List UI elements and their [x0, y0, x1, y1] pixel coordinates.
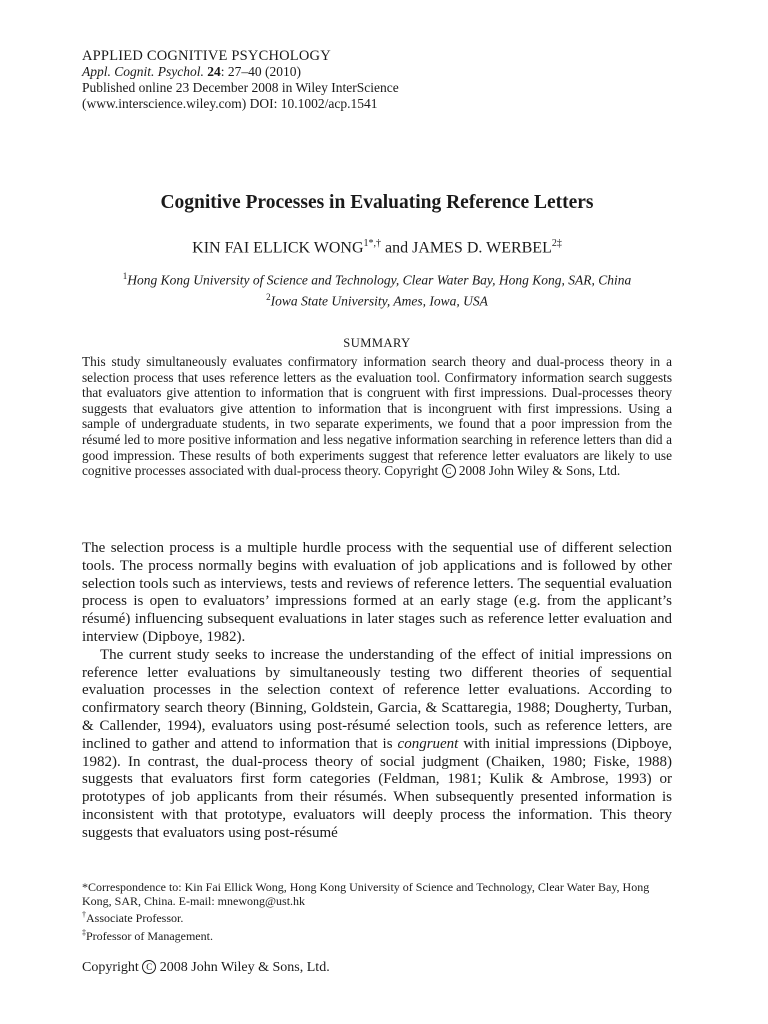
affiliation-1 — [82, 268, 672, 289]
affiliation-2-marker: 2 — [266, 291, 271, 302]
footnote-correspondence: *Correspondence to: Kin Fai Ellick Wong, Hong Kong University of Science and Technology, Clear Water Bay, Hong Kong, SAR, China. E-mail: mnewong@ust.hk — [82, 880, 650, 909]
author-line — [82, 238, 672, 257]
summary-body: This study simultaneously evaluates confirmatory information search theory and dual-process theory in a selection process that uses reference letters as the evaluation tool. Confirmatory information search suggests that evaluators give attention to information that is congruent with first impressions. Dual-processes theory suggests that evaluators give attention to information that is incongruent with first impressions. Using a sample of undergraduate students, in two separate experiments, we found that a poor impression from the résumé led to more positive information and less negative information searching in reference letters than did a good impression. These results of both experiments suggest that reference letter evaluators are likely to use cognitive processes associated with dual-process theory. Copyright — [82, 354, 672, 479]
author-and: and — [381, 239, 413, 257]
copyright-tail: 2008 John Wiley & Sons, Ltd. — [156, 960, 330, 975]
author-2: JAMES D. WERBEL — [412, 239, 552, 257]
footnote-2 — [82, 926, 672, 943]
affiliation-2-text: Iowa State University, Ames, Iowa, USA — [270, 293, 488, 308]
citation-volume: 24 — [207, 64, 221, 79]
footnote-2-text: Professor of Management. — [86, 928, 213, 943]
journal-name: APPLIED COGNITIVE PSYCHOLOGY — [82, 48, 331, 64]
footnote-1-marker: † — [82, 910, 86, 920]
summary-copyright-tail: 2008 John Wiley & Sons, Ltd. — [455, 463, 621, 479]
published-line: Published online 23 December 2008 in Wiley InterScience — [82, 80, 399, 95]
paragraph-2 — [82, 647, 672, 843]
copyright-circle-icon: C — [142, 960, 156, 974]
article-title: Cognitive Processes in Evaluating Reference Letters — [160, 192, 594, 213]
affiliation-1-marker: 1 — [122, 271, 128, 281]
citation — [82, 64, 672, 80]
copyright-word: Copyright — [82, 960, 143, 975]
paragraph-2-start: The current study seeks to increase the understanding of the effect of initial impressions on reference letter evaluations by simultaneously testing two different theories of sequential evaluation processes in the selection context of reference letter evaluations. According to confirmatory search theory (Binning, Goldstein, Garcia, & Scattaregia, 1988; Dougherty, Turban, & Callender, 1994), evaluators using post-résumé selection tools, such as reference letters, are inclined to gather and attend to information that is — [82, 646, 672, 752]
summary-heading: SUMMARY — [343, 336, 411, 350]
doi-line: (www.interscience.wiley.com) DOI: 10.1002/acp.1541 — [82, 96, 378, 111]
paragraph-2-end: with initial impressions (Dipboye, 1982). In contrast, the dual-process theory of social judgment (Chaiken, 1980; Fiske, 1988) suggests that evaluators first form categories (Feldman, 1981; Kulik & Ambrose, 1993) or prototypes of job applicants from their résumés. When subsequently presented information is inconsistent with that prototype, evaluators will deeply process the information. This theory suggests that evaluators using post-résumé — [82, 735, 672, 841]
footnote-1-text: Associate Professor. — [86, 911, 184, 926]
affiliations — [82, 268, 672, 309]
summary-text — [82, 354, 672, 479]
author-1-marks: 1*,† — [363, 238, 382, 249]
footnote-2-marker: ‡ — [82, 927, 86, 937]
paragraph-1: The selection process is a multiple hurdle process with the sequential use of different selection tools. The process normally begins with evaluation of job applications and is followed by other selection tools such as interviews, tests and reviews of reference letters. The sequential evaluation process is open to evaluators’ impressions formed at an early stage (e.g. from the applicant’s résumé) influencing subsequent evaluations in later stages such as reference letter evaluation and interview (Dipboye, 1982). — [82, 540, 672, 645]
citation-abbrev: Appl. Cognit. Psychol. — [82, 64, 204, 79]
copyright-symbol-icon: C — [442, 464, 456, 478]
footnotes — [82, 880, 672, 943]
affiliation-2 — [82, 289, 672, 310]
emphasis-congruent: congruent — [397, 735, 459, 752]
author-1: KIN FAI ELLICK WONG — [192, 239, 364, 257]
citation-pages: : 27–40 (2010) — [220, 64, 301, 79]
author-2-marks: 2‡ — [551, 238, 562, 249]
page-copyright — [82, 960, 672, 976]
affiliation-1-text: Hong Kong University of Science and Technology, Clear Water Bay, Hong Kong, SAR, China — [127, 272, 632, 288]
body-text — [82, 540, 672, 843]
journal-header — [82, 48, 672, 112]
footnote-1 — [82, 908, 672, 925]
